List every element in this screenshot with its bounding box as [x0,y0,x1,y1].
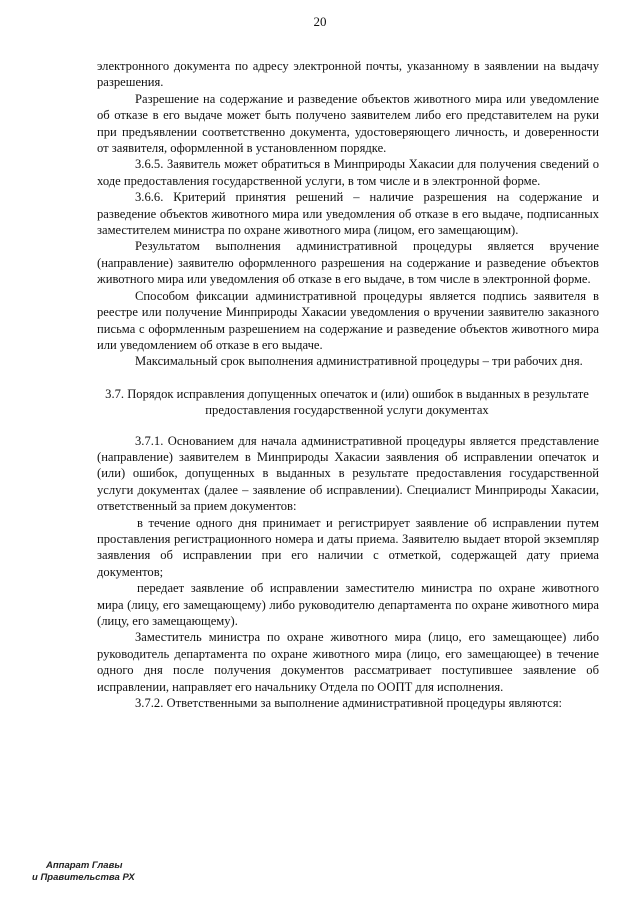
section-heading: 3.7. Порядок исправления допущенных опечаток и (или) ошибок в выданных в результате предоставления государственной услуги документах [105,386,589,418]
document-body [97,58,599,711]
paragraph: 3.6.5. Заявитель может обратиться в Минприроды Хакасии для получения сведений о ходе предоставления государственной услуги, в том числе и в электронной форме. [97,157,599,188]
paragraph: Результатом выполнения административной процедуры является вручение (направление) заявителю оформленного разрешения на содержание и разведение объектов животного мира или уведомления об отказе в его выдаче, в том числе в электронной форме. [97,239,599,287]
paragraph: 3.7.1. Основанием для начала административной процедуры является представление (направление) заявителем в Минприроды Хакасии заявления об исправлении опечаток и (или) ошибок, допущенных в выданных в результате предоставления государственной услуги документах (далее – заявление об исправлении). Специалист Минприроды Хакасии, ответственный за прием документов: [97,433,599,514]
paragraph: Заместитель министра по охране животного мира (лицо, его замещающее) либо руководитель департамента по охране животного мира (лицо, его замещающее) в течение одного дня после получения документов рассматривает поступившее заявление об исправлении, направляет его начальнику Отдела по ООПТ для исполнения. [97,630,599,694]
paragraph: в течение одного дня принимает и регистрирует заявление об исправлении путем проставления регистрационного номера и даты приема. Заявителю выдает второй экземпляр заявления об исправлении при его наличии с отметкой, содержащей дату приема документов; [97,515,599,579]
office-stamp [32,860,135,884]
paragraph: Способом фиксации административной процедуры является подпись заявителя в реестре или получение Минприроды Хакасии уведомления о вручении заявителю заказного письма с оформленным разрешением на содержание и разведение объектов животного мира или уведомлением об отказе в его выдаче. [97,288,599,352]
paragraph: Максимальный срок выполнения административной процедуры – три рабочих дня. [135,354,583,369]
spacer [97,370,599,386]
stamp-line: Аппарат Главы [46,860,123,871]
page-number: 20 [313,14,327,29]
paragraph: электронного документа по адресу электронной почты, указанному в заявлении на выдачу разрешения. [97,59,599,90]
paragraph: 3.7.2. Ответственными за выполнение административной процедуры являются: [135,696,563,711]
paragraph: передает заявление об исправлении заместителю министра по охране животного мира (лицу, его замещающему) либо руководителю департамента по охране животного мира (лицу, его замещающему). [97,581,599,628]
paragraph: 3.6.6. Критерий принятия решений – наличие разрешения на содержание и разведение объектов животного мира или уведомления об отказе в его выдаче, подписанных заместителем министра по охране животного мира (лицом, его замещающим). [97,190,599,238]
paragraph: Разрешение на содержание и разведение объектов животного мира или уведомление об отказе в его выдаче может быть получено заявителем либо его представителем на руки при предъявлении соответственно документа, удостоверяющего личность, и доверенности от заявителя, оформленной в установленном порядке. [97,91,599,156]
spacer [97,419,599,433]
stamp-line: и Правительства РХ [32,872,135,883]
